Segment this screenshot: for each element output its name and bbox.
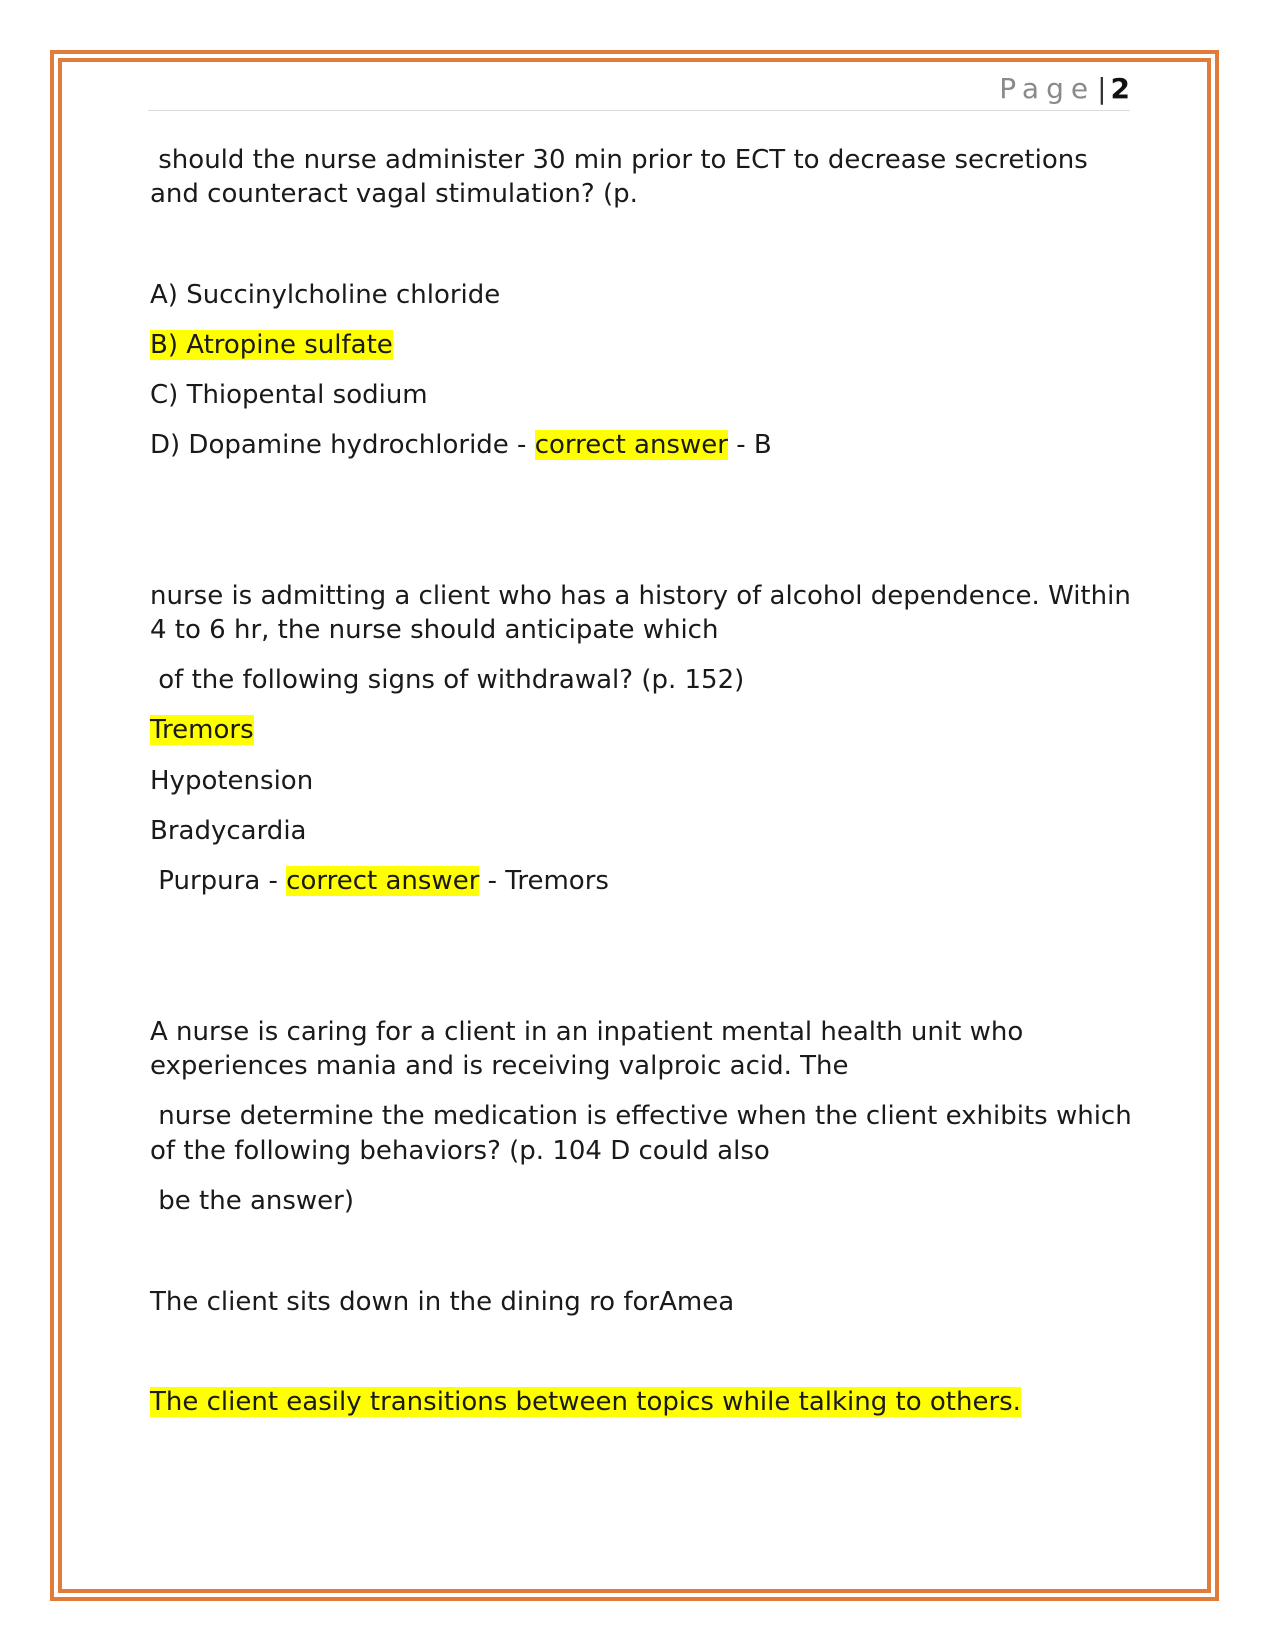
q3-option-2	[150, 1384, 1021, 1420]
q3-stem-line-4: of the following behaviors? (p. 104 D could also	[150, 1136, 770, 1166]
q3-stem-line-1: A nurse is caring for a client in an inpatient mental health unit who	[150, 1017, 1024, 1047]
page-number: 2	[1110, 72, 1130, 105]
q3-option-1: The client sits down in the dining ro forAmea	[150, 1287, 735, 1317]
q1-option-a: A) Succinylcholine chloride	[150, 280, 501, 310]
q2-stem-line-1: nurse is admitting a client who has a history of alcohol dependence. Within	[150, 581, 1131, 611]
q3-stem-line-2: experiences mania and is receiving valproic acid. The	[150, 1051, 849, 1081]
q2-correct-answer-label: correct answer	[286, 866, 480, 896]
q1-stem-line-1: should the nurse administer 30 min prior to ECT to decrease secretions	[150, 145, 1088, 175]
page-header	[148, 72, 1130, 111]
q1-option-d	[150, 427, 772, 463]
page-separator: |	[1097, 72, 1107, 105]
q1-correct-answer-value: - B	[727, 430, 772, 460]
q1-correct-answer-label: correct answer	[534, 430, 728, 460]
q2-correct-answer-value: - Tremors	[479, 866, 609, 896]
q2-option-3: Bradycardia	[150, 816, 307, 846]
q3-stem-line-5: be the answer)	[150, 1186, 355, 1216]
q1-option-b-highlight: B) Atropine sulfate	[150, 330, 393, 360]
q2-stem-line-3: of the following signs of withdrawal? (p. 152)	[150, 665, 745, 695]
q3-stem-line-3: nurse determine the medication is effective when the client exhibits which	[150, 1101, 1132, 1131]
q2-option-4-text: Purpura -	[150, 866, 287, 896]
q1-option-b	[150, 327, 393, 363]
q1-option-c: C) Thiopental sodium	[150, 380, 428, 410]
q2-option-2: Hypotension	[150, 766, 314, 796]
q3-option-2-highlight: The client easily transitions between topics while talking to others.	[150, 1387, 1021, 1417]
q2-option-1-highlight: Tremors	[150, 715, 254, 745]
q1-option-d-text: D) Dopamine hydrochloride -	[150, 430, 535, 460]
q2-stem-line-2: 4 to 6 hr, the nurse should anticipate which	[150, 615, 719, 645]
q2-option-1	[150, 712, 254, 748]
page-label: Page	[999, 72, 1096, 105]
q1-stem-line-2: and counteract vagal stimulation? (p.	[150, 179, 638, 209]
q2-option-4	[150, 863, 609, 899]
